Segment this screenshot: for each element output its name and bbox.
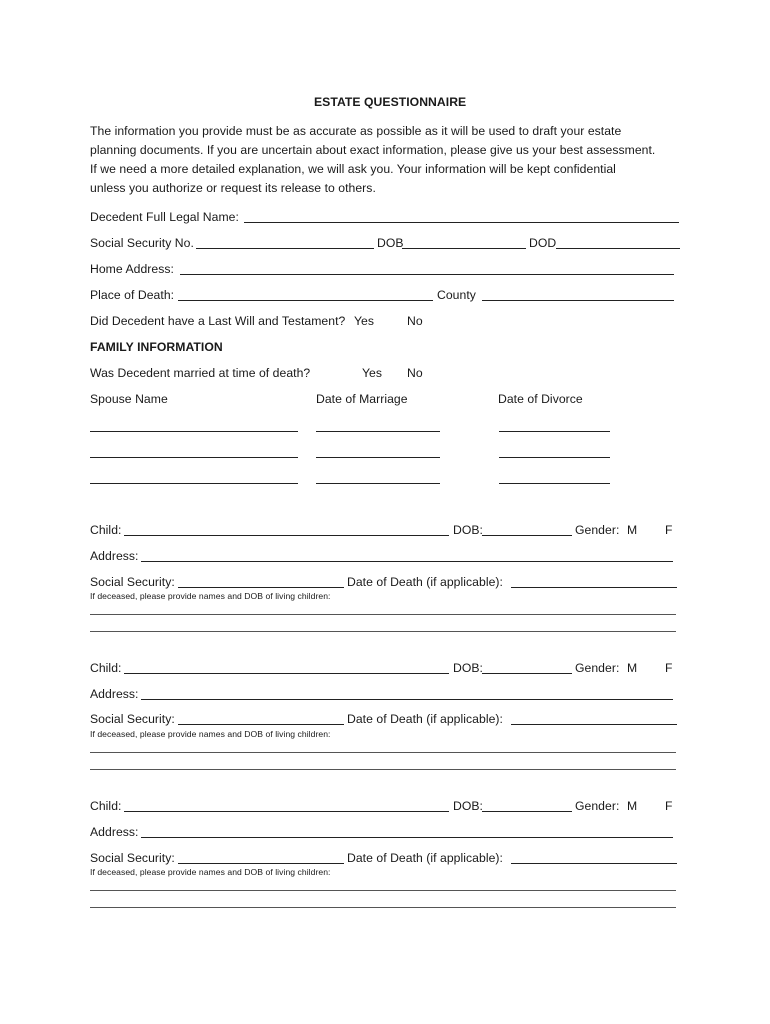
child-address-field[interactable] (141, 837, 673, 838)
decedent-dod-label: DOD (529, 236, 557, 250)
intro-line-3: If we need a more detailed explanation, we will ask you. Your information will be kept confidential (90, 162, 616, 176)
marriage-date-header: Date of Marriage (316, 392, 408, 406)
gender-f-option[interactable]: F (665, 661, 673, 675)
married-no-option[interactable]: No (407, 366, 423, 380)
deceased-children-note: If deceased, please provide names and DOB of living children: (90, 591, 331, 601)
decedent-dob-label: DOB (377, 236, 404, 250)
decedent-name-field[interactable] (244, 222, 679, 223)
child-ssn-label: Social Security: (90, 575, 175, 589)
child-address-field[interactable] (141, 561, 673, 562)
gender-m-option[interactable]: M (627, 523, 638, 537)
living-children-field[interactable] (90, 752, 676, 753)
intro-line-4: unless you authorize or request its release to others. (90, 181, 376, 195)
child-dob-label: DOB: (453, 661, 483, 675)
living-children-field[interactable] (90, 631, 676, 632)
child-ssn-field[interactable] (178, 724, 344, 725)
child-address-label: Address: (90, 825, 139, 839)
marriage-date-field[interactable] (316, 483, 440, 484)
intro-line-2: planning documents. If you are uncertain about exact information, please give us your best assessment. (90, 143, 656, 157)
child-address-field[interactable] (141, 699, 673, 700)
spouse-name-field[interactable] (90, 457, 298, 458)
child-ssn-label: Social Security: (90, 712, 175, 726)
county-label: County (437, 288, 476, 302)
child-dob-field[interactable] (482, 811, 572, 812)
child-name-field[interactable] (124, 535, 449, 536)
page-title: ESTATE QUESTIONNAIRE (314, 95, 467, 109)
child-dob-label: DOB: (453, 799, 483, 813)
place-of-death-field[interactable] (178, 300, 433, 301)
child-dod-label: Date of Death (if applicable): (347, 575, 503, 589)
gender-m-option[interactable]: M (627, 799, 638, 813)
decedent-dob-field[interactable] (402, 248, 526, 249)
child-address-label: Address: (90, 549, 139, 563)
divorce-date-field[interactable] (499, 431, 610, 432)
divorce-date-header: Date of Divorce (498, 392, 583, 406)
child-dod-field[interactable] (511, 863, 677, 864)
home-address-field[interactable] (180, 274, 674, 275)
place-of-death-label: Place of Death: (90, 288, 175, 302)
home-address-label: Home Address: (90, 262, 174, 276)
divorce-date-field[interactable] (499, 483, 610, 484)
intro-line-1: The information you provide must be as accurate as possible as it will be used to draft your estate (90, 124, 622, 138)
spouse-name-field[interactable] (90, 431, 298, 432)
child-dob-label: DOB: (453, 523, 483, 537)
marriage-date-field[interactable] (316, 457, 440, 458)
spouse-name-header: Spouse Name (90, 392, 168, 406)
child-label: Child: (90, 661, 122, 675)
will-no-option[interactable]: No (407, 314, 423, 328)
gender-m-option[interactable]: M (627, 661, 638, 675)
child-dob-field[interactable] (482, 673, 572, 674)
gender-f-option[interactable]: F (665, 799, 673, 813)
child-ssn-field[interactable] (178, 863, 344, 864)
child-dob-field[interactable] (482, 535, 572, 536)
living-children-field[interactable] (90, 614, 676, 615)
child-gender-label: Gender: (575, 799, 620, 813)
marriage-date-field[interactable] (316, 431, 440, 432)
deceased-children-note: If deceased, please provide names and DOB of living children: (90, 867, 331, 877)
child-ssn-field[interactable] (178, 587, 344, 588)
child-dod-label: Date of Death (if applicable): (347, 712, 503, 726)
child-label: Child: (90, 799, 122, 813)
will-question: Did Decedent have a Last Will and Testament? (90, 314, 346, 328)
decedent-dod-field[interactable] (556, 248, 680, 249)
married-question: Was Decedent married at time of death? (90, 366, 311, 380)
child-name-field[interactable] (124, 673, 449, 674)
decedent-name-label: Decedent Full Legal Name: (90, 210, 239, 224)
child-label: Child: (90, 523, 122, 537)
living-children-field[interactable] (90, 769, 676, 770)
family-info-heading: FAMILY INFORMATION (90, 340, 223, 354)
child-address-label: Address: (90, 687, 139, 701)
living-children-field[interactable] (90, 890, 676, 891)
child-gender-label: Gender: (575, 523, 620, 537)
child-name-field[interactable] (124, 811, 449, 812)
child-ssn-label: Social Security: (90, 851, 175, 865)
divorce-date-field[interactable] (499, 457, 610, 458)
child-gender-label: Gender: (575, 661, 620, 675)
living-children-field[interactable] (90, 907, 676, 908)
child-dod-label: Date of Death (if applicable): (347, 851, 503, 865)
spouse-name-field[interactable] (90, 483, 298, 484)
will-yes-option[interactable]: Yes (354, 314, 375, 328)
decedent-ssn-field[interactable] (196, 248, 374, 249)
county-field[interactable] (482, 300, 674, 301)
deceased-children-note: If deceased, please provide names and DOB of living children: (90, 729, 331, 739)
child-dod-field[interactable] (511, 587, 677, 588)
married-yes-option[interactable]: Yes (362, 366, 383, 380)
child-dod-field[interactable] (511, 724, 677, 725)
decedent-ssn-label: Social Security No. (90, 236, 194, 250)
gender-f-option[interactable]: F (665, 523, 673, 537)
